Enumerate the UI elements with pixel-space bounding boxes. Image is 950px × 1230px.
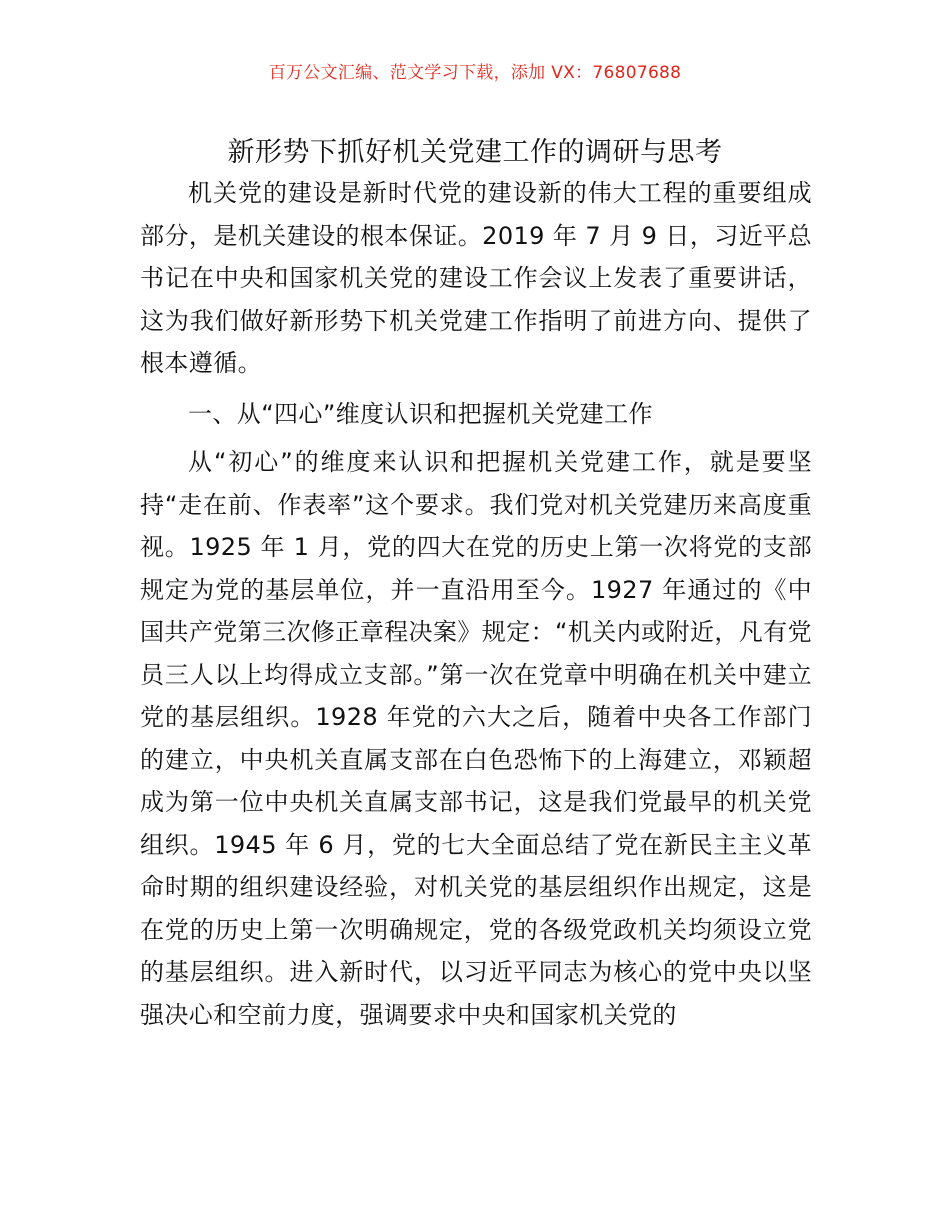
document-body <box>140 172 812 1036</box>
document-title: 新形势下抓好机关党建工作的调研与思考 <box>227 137 723 169</box>
paragraph-section-1: 从“初心”的维度来认识和把握机关党建工作，就是要坚持“走在前、作表率”这个要求。我们党对机关党建历来高度重视。1925 年 1 月，党的四大在党的历史上第一次将党的支部规定为党的基层单位，并一直沿用至今。1927 年通过的《中国共产党第三次修正章程决案》规定：“机关内或附近，凡有党员三人以上均得成立支部。”第一次在党章中明确在机关中建立党的基层组织。1928 年党的六大之后，随着中央各工作部门的建立，中央机关直属支部在白色恐怖下的上海建立，邓颖超成为第一位中央机关直属支部书记，这是我们党最早的机关党组织。1945 年 6 月，党的七大全面总结了党在新民主主义革命时期的组织建设经验，对机关党的基层组织作出规定，这是在党的历史上第一次明确规定，党的各级党政机关均须设立党的基层组织。进入新时代，以习近平同志为核心的党中央以坚强决心和空前力度，强调要求中央和国家机关党的 <box>140 448 812 1029</box>
section-heading-1: 一、从“四心”维度认识和把握机关党建工作 <box>188 399 653 428</box>
paragraph-intro: 机关党的建设是新时代党的建设新的伟大工程的重要组成部分，是机关建设的根本保证。2019 年 7 月 9 日，习近平总书记在中央和国家机关党的建设工作会议上发表了重要讲话，这为我们做好新形势下机关党建工作指明了前进方向、提供了根本遵循。 <box>140 179 812 377</box>
header-note: 百万公文汇编、范文学习下载，添加 VX：76807688 <box>268 63 682 83</box>
